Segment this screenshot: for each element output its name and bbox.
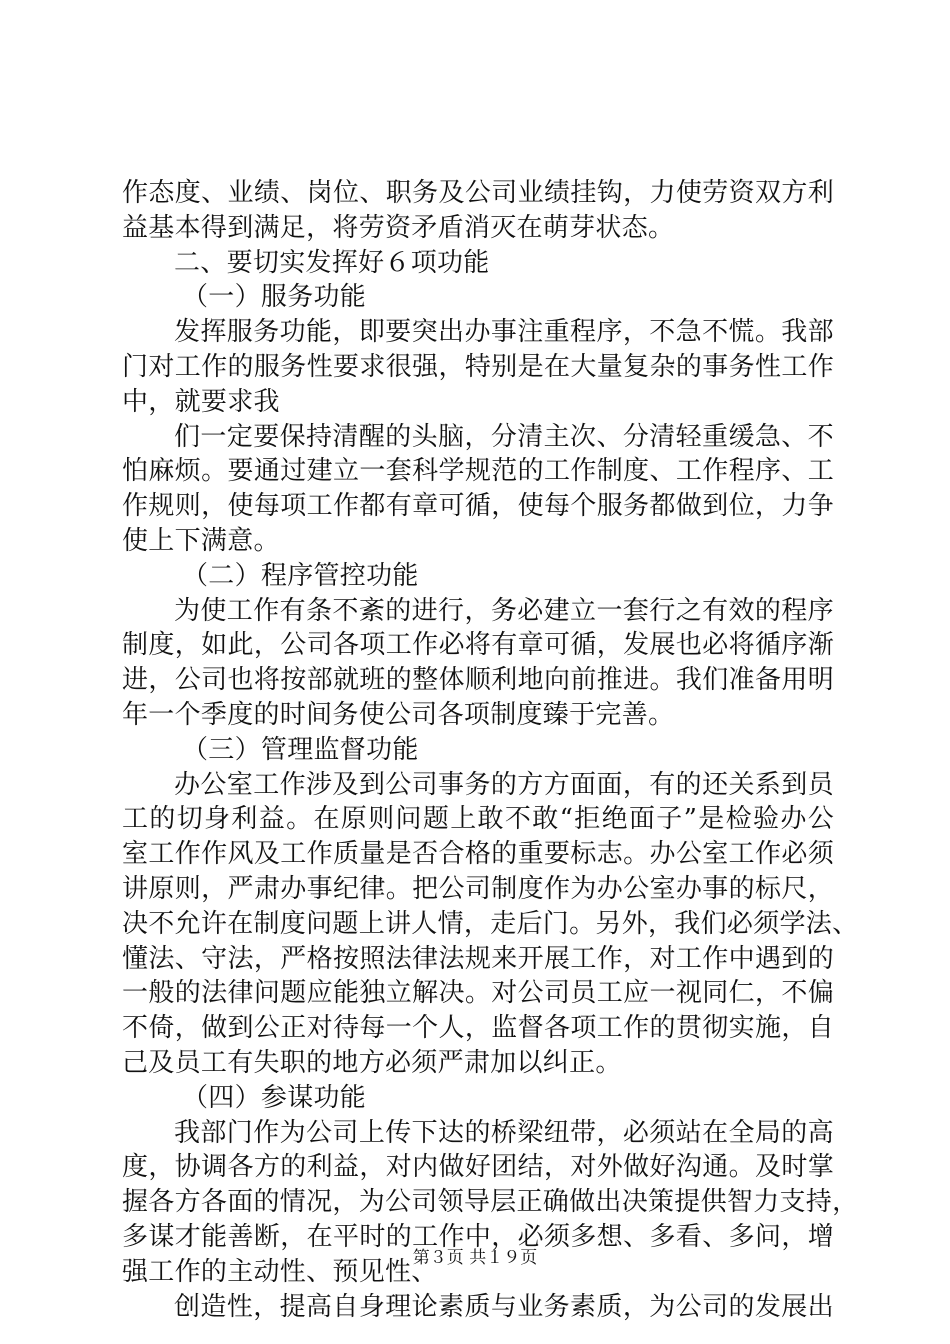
paragraph-line: 多谋才能善断，在平时的工作中，必须多想、多看、多问，增	[122, 1221, 834, 1252]
paragraph-line: 讲原则，严肃办事纪律。把公司制度作为办公室办事的标尺，	[122, 873, 834, 904]
paragraph-line: 作态度、业绩、岗位、职务及公司业绩挂钩，力使劳资双方利	[122, 178, 834, 208]
paragraph-line: 我部门作为公司上传下达的桥梁纽带，必须站在全局的高	[174, 1117, 834, 1148]
page-number-footer: 第３页 共１９页	[412, 1248, 538, 1268]
paragraph-line: 门对工作的服务性要求很强，特别是在大量复杂的事务性工作	[122, 351, 834, 382]
paragraph-line: 们一定要保持清醒的头脑，分清主次、分清轻重缓急、不	[174, 421, 834, 452]
paragraph-line: 不倚，做到公正对待每一个人，监督各项工作的贯彻实施，自	[122, 1013, 834, 1044]
paragraph-line: 己及员工有失职的地方必须严肃加以纠正。	[122, 1047, 622, 1078]
paragraph-line: 作规则，使每项工作都有章可循，使每个服务都做到位，力争	[122, 491, 834, 522]
body-text	[122, 176, 859, 1324]
paragraph-line: 益基本得到满足，将劳资矛盾消灭在萌芽状态。	[122, 212, 675, 243]
subsection-heading: （二）程序管控功能	[182, 560, 419, 591]
paragraph-line: 握各方各面的情况，为公司领导层正确做出决策提供智力支持，	[122, 1187, 859, 1218]
paragraph-line: 进，公司也将按部就班的整体顺利地向前推进。我们准备用明	[122, 665, 834, 696]
subsection-heading: （一）服务功能	[182, 282, 367, 313]
paragraph-line: 使上下满意。	[122, 525, 280, 556]
paragraph-line: 办公室工作涉及到公司事务的方方面面，有的还关系到员	[174, 769, 834, 800]
subsection-heading: （三）管理监督功能	[182, 734, 419, 765]
paragraph-line: 年一个季度的时间务使公司各项制度臻于完善。	[122, 699, 675, 730]
paragraph-line: 懂法、守法，严格按照法律法规来开展工作，对工作中遇到的	[122, 943, 834, 974]
paragraph-line: 强工作的主动性、预见性、	[122, 1256, 438, 1287]
paragraph-line: 室工作作风及工作质量是否合格的重要标志。办公室工作必须	[122, 839, 834, 870]
section-heading: 二、要切实发挥好６项功能	[174, 247, 490, 278]
subsection-heading: （四）参谋功能	[182, 1082, 367, 1113]
paragraph-line: 度，协调各方的利益，对内做好团结，对外做好沟通。及时掌	[122, 1152, 834, 1183]
paragraph-line: 怕麻烦。要通过建立一套科学规范的工作制度、工作程序、工	[122, 456, 834, 487]
paragraph-line: 中，就要求我	[122, 386, 280, 417]
paragraph-line: 为使工作有条不紊的进行，务必建立一套行之有效的程序	[174, 595, 834, 626]
paragraph-line: 一般的法律问题应能独立解决。对公司员工应一视同仁，不偏	[122, 978, 834, 1009]
paragraph-line: 制度，如此，公司各项工作必将有章可循，发展也必将循序渐	[122, 630, 834, 661]
paragraph-line: 创造性，提高自身理论素质与业务素质，为公司的发展出	[174, 1291, 834, 1322]
paragraph-line: 决不允许在制度问题上讲人情，走后门。另外，我们必须学法、	[122, 908, 859, 939]
paragraph-line: 发挥服务功能，即要突出办事注重程序，不急不慌。我部	[174, 317, 834, 348]
paragraph-line: 工的切身利益。在原则问题上敢不敢“拒绝面子”是检验办公	[122, 804, 834, 835]
